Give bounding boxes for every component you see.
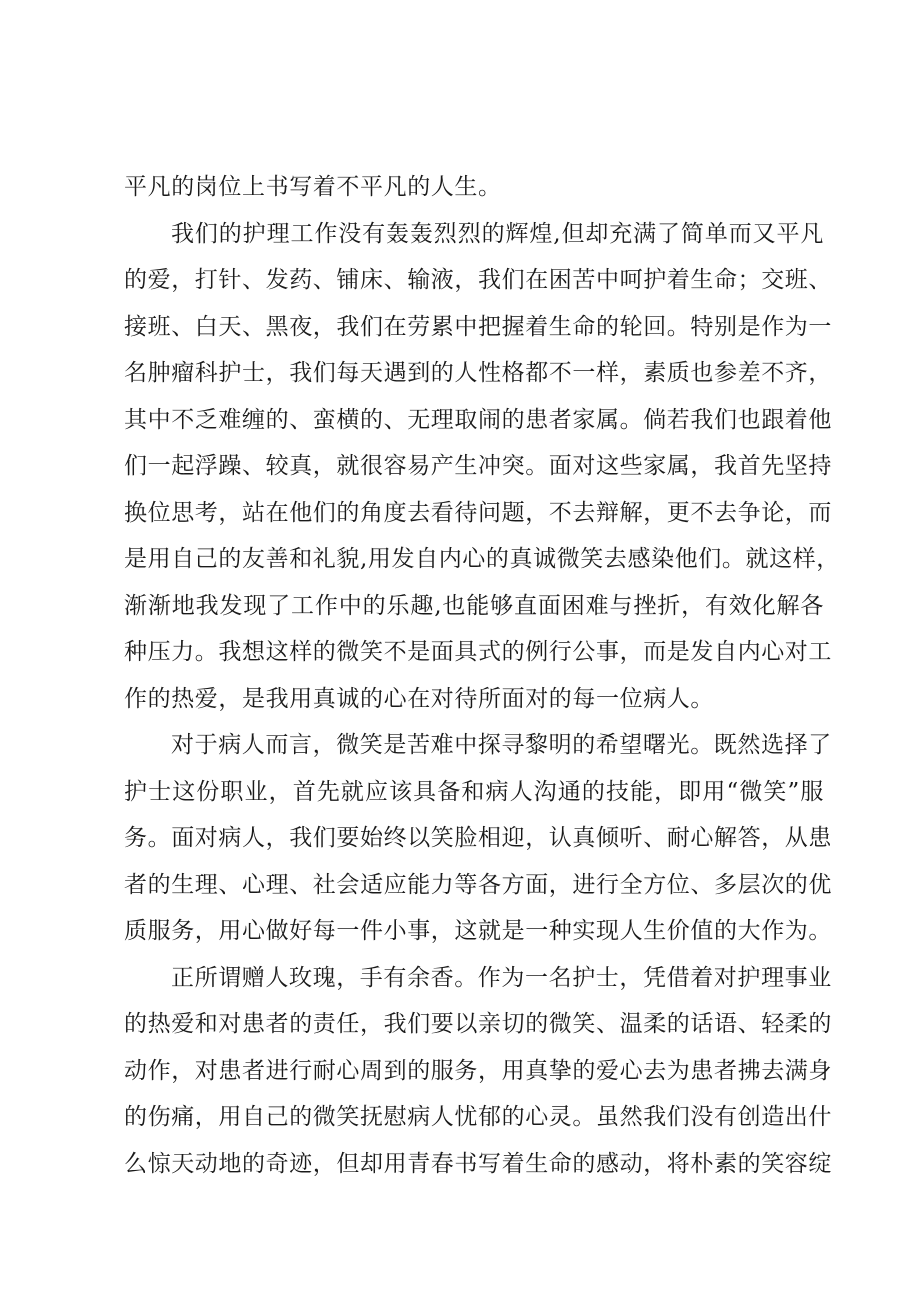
body-text [124, 164, 840, 1187]
text-line: 护士这份职业，首先就应该具备和病人沟通的技能，即用“微笑”服 [124, 778, 824, 805]
text-line: 者的生理、心理、社会适应能力等各方面，进行全方位、多层次的优 [124, 871, 832, 898]
text-line: 质服务，用心做好每一件小事，这就是一种实现人生价值的大作为。 [124, 918, 832, 944]
text-line: 接班、白天、黑夜，我们在劳累中把握着生命的轮回。特别是作为一 [124, 313, 832, 340]
text-line: 平凡的岗位上书写着不平凡的人生。 [124, 174, 502, 200]
paragraph-first-line: 正所谓赠人玫瑰，手有余香。作为一名护士，凭借着对护理事业 [171, 964, 832, 991]
text-line: 是用自己的友善和礼貌,用发自内心的真诚微笑去感染他们。就这样， [124, 546, 840, 572]
text-line: 其中不乏难缠的、蛮横的、无理取闹的患者家属。倘若我们也跟着他 [124, 406, 832, 433]
text-line: 渐渐地我发现了工作中的乐趣,也能够直面困难与挫折，有效化解各 [124, 592, 824, 619]
paragraph-first-line: 对于病人而言，微笑是苦难中探寻黎明的希望曙光。既然选择了 [171, 732, 832, 758]
text-line: 种压力。我想这样的微笑不是面具式的例行公事，而是发自内心对工 [124, 639, 832, 665]
text-line: 么惊天动地的奇迹，但却用青春书写着生命的感动，将朴素的笑容绽 [124, 1150, 832, 1177]
text-line: 名肿瘤科护士，我们每天遇到的人性格都不一样，素质也参差不齐， [124, 360, 832, 386]
text-line: 换位思考，站在他们的角度去看待问题，不去辩解，更不去争论，而 [124, 499, 832, 526]
text-line: 的爱，打针、发药、铺床、输液，我们在困苦中呵护着生命；交班、 [124, 267, 832, 293]
text-line: 动作，对患者进行耐心周到的服务，用真挚的爱心去为患者拂去满身 [124, 1057, 832, 1084]
text-line: 们一起浮躁、较真，就很容易产生冲突。面对这些家属，我首先坚持 [124, 453, 832, 479]
text-line: 务。面对病人，我们要始终以笑脸相迎，认真倾听、耐心解答，从患 [124, 825, 832, 851]
text-line: 的伤痛，用自己的微笑抚慰病人忧郁的心灵。虽然我们没有创造出什 [124, 1104, 832, 1130]
text-line: 的热爱和对患者的责任，我们要以亲切的微笑、温柔的话语、轻柔的 [124, 1011, 832, 1037]
paragraph-first-line: 我们的护理工作没有轰轰烈烈的辉煌,但却充满了简单而又平凡 [171, 220, 824, 247]
text-line: 作的热爱，是我用真诚的心在对待所面对的每一位病人。 [124, 685, 714, 712]
